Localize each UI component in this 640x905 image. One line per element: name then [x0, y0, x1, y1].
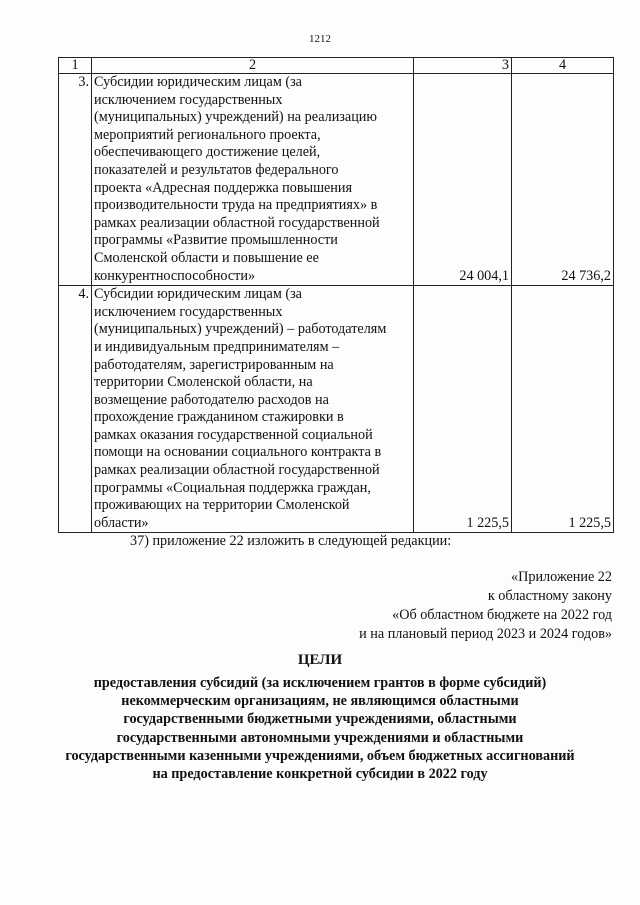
- table-row: [59, 74, 614, 286]
- description-line: (муниципальных) учреждений) – работодателям: [94, 321, 387, 338]
- description-line: и индивидуальным предпринимателям –: [94, 338, 340, 355]
- description-line: Смоленской области и повышение ее: [94, 249, 319, 266]
- description-line: проживающих на территории Смоленской: [94, 497, 350, 514]
- amount-col-3: 24 004,1: [414, 74, 512, 286]
- description-line: исключением государственных: [94, 303, 283, 320]
- description-line: рамках реализации областной государственной: [94, 462, 380, 479]
- header-col-2: 2: [92, 58, 414, 74]
- description-line: программы «Развитие промышленности: [94, 232, 338, 249]
- description-line: рамках реализации областной государственной: [94, 214, 380, 231]
- row-description: [92, 74, 414, 286]
- amendment-instruction: 37) приложение 22 изложить в следующей редакции:: [130, 533, 452, 549]
- budget-table: [58, 57, 614, 533]
- appendix-line: «Приложение 22: [511, 569, 612, 585]
- subheading-line: государственными автономными учреждениями и областными: [116, 729, 524, 746]
- row-number: 3.: [59, 74, 92, 286]
- description-line: мероприятий регионального проекта,: [94, 126, 321, 143]
- description-line: исключением государственных: [94, 91, 283, 108]
- table-header-row: [59, 58, 614, 74]
- description-line: программы «Социальная поддержка граждан,: [94, 479, 371, 496]
- table-row: [59, 286, 614, 533]
- header-col-4: 4: [512, 58, 614, 74]
- page-number: 1212: [309, 33, 331, 45]
- section-heading: ЦЕЛИ: [297, 652, 343, 668]
- description-line: Субсидии юридическим лицам (за: [94, 74, 302, 90]
- subheading-line: государственными бюджетными учреждениями, областными: [123, 711, 517, 728]
- description-line: помощи на основании социального контракта в: [94, 444, 382, 461]
- subheading-line: государственными казенными учреждениями, объем бюджетных ассигнований: [65, 747, 575, 764]
- description-line: рамках оказания государственной социальной: [94, 426, 373, 443]
- amount-col-3: 1 225,5: [414, 286, 512, 533]
- amount-col-4: 24 736,2: [512, 74, 614, 286]
- section-subheading: [30, 674, 610, 783]
- description-line: прохождение гражданином стажировки в: [94, 409, 344, 426]
- description-line: области»: [94, 514, 149, 531]
- subheading-line: некоммерческим организациям, не являющимся областными: [121, 693, 519, 710]
- row-description: [92, 286, 414, 533]
- appendix-line: и на плановый период 2023 и 2024 годов»: [359, 626, 612, 642]
- appendix-line: к областному закону: [487, 588, 612, 604]
- header-col-1: 1: [59, 58, 92, 74]
- appendix-line: «Об областном бюджете на 2022 год: [392, 607, 612, 623]
- description-line: показателей и результатов федерального: [94, 161, 339, 178]
- description-line: проекта «Адресная поддержка повышения: [94, 179, 353, 196]
- description-line: работодателям, зарегистрированным на: [94, 356, 334, 373]
- appendix-reference: [252, 568, 612, 644]
- subheading-line: предоставления субсидий (за исключением грантов в форме субсидий): [93, 675, 547, 691]
- description-line: возмещение работодателю расходов на: [94, 391, 329, 408]
- header-col-3: 3: [414, 58, 512, 74]
- description-line: конкурентноспособности»: [94, 267, 256, 284]
- description-line: (муниципальных) учреждений) на реализацию: [94, 109, 377, 126]
- row-number: 4.: [59, 286, 92, 533]
- description-line: производительности труда на предприятиях» в: [94, 197, 378, 214]
- subheading-line: на предоставление конкретной субсидии в 2022 году: [152, 766, 488, 783]
- description-line: обеспечивающего достижение целей,: [94, 144, 321, 161]
- description-line: территории Смоленской области, на: [94, 374, 313, 391]
- amount-col-4: 1 225,5: [512, 286, 614, 533]
- description-line: Субсидии юридическим лицам (за: [94, 286, 302, 303]
